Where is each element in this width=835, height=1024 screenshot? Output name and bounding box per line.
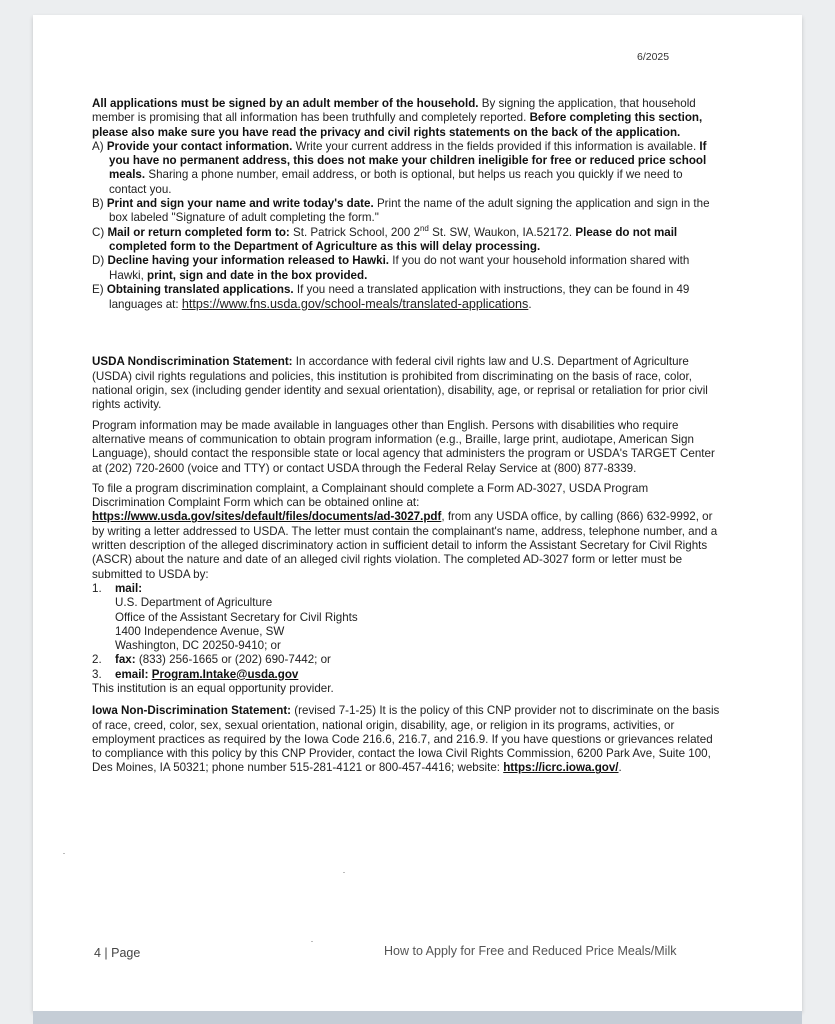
step-bold-text: If you have no permanent address, this does not make your children ineligible for free or reduced price school meals. (109, 139, 707, 182)
method-label: email: (115, 667, 149, 681)
step-a (92, 140, 720, 197)
step-heading: Decline having your information released to Hawki. (107, 254, 390, 268)
page-content (92, 97, 720, 776)
step-heading: Mail or return completed form to: (107, 225, 290, 239)
document-page (33, 15, 802, 1011)
method-email (92, 668, 720, 682)
method-label: mail: (115, 581, 143, 595)
iowa-statement-heading: Iowa Non-Discrimination Statement: (92, 704, 292, 718)
ordinal-superscript: nd (419, 223, 429, 233)
step-heading: Provide your contact information. (106, 139, 293, 153)
step-text: St. SW, Waukon, IA.52172. (428, 225, 576, 239)
step-text: St. Patrick School, 200 2 (289, 225, 420, 239)
usda-text: To file a program discrimination complaint, a Complainant should complete a Form AD-3027, USDA Program Discrimination Complaint Form which can be obtained online at: (92, 481, 649, 510)
step-d (92, 254, 720, 283)
footer-title: How to Apply for Free and Reduced Price Meals/Milk (384, 944, 677, 958)
scan-speck (343, 872, 345, 873)
step-text: If you need a translated application with instructions, they can be found in 49 languages at: (109, 282, 690, 312)
address-line: Office of the Assistant Secretary for Civil Rights (115, 610, 358, 624)
complaint-methods (92, 582, 720, 682)
section-spacer (92, 312, 720, 355)
address-line: 1400 Independence Avenue, SW (115, 624, 285, 638)
usda-text: In accordance with federal civil rights law and U.S. Department of Agriculture (USDA) civil rights regulations and policies, this institution is prohibited from discriminating on the basis of race, color, national origin, sex (including gender identity and sexual orientation), disability, age, or reprisal or retaliation for prior civil rights activity. (92, 355, 708, 412)
step-marker: C) (92, 225, 105, 239)
step-bold-text: Please do not mail completed form to the Department of Agriculture as this will delay processing. (109, 225, 678, 253)
step-heading: Obtaining translated applications. (106, 282, 294, 296)
method-label: fax: (115, 653, 136, 667)
scan-speck (63, 853, 65, 854)
ad-3027-link[interactable]: https://www.usda.gov/sites/default/files/documents/ad-3027.pdf (92, 510, 442, 524)
usda-email-link[interactable]: Program.Intake@usda.gov (151, 667, 299, 681)
step-e (92, 283, 720, 313)
step-marker: A) (92, 139, 104, 153)
list-marker: 1. (92, 581, 102, 595)
iowa-statement (92, 704, 720, 775)
iowa-text: (revised 7-1-25) It is the policy of this CNP provider not to discriminate on the basis of race, creed, color, sex, sexual orientation, national origin, disability, age, or religion in its programs, activities, or employment practices as required by the Iowa Code 216.6, 216.7, and 216.9. If you have questions or grievances related to compliance with this policy by this CNP Provider, contact the Iowa Civil Rights Commission, 6200 Park Ave, Suite 100, Des Moines, IA 50321; phone number 515-281-4121 or 800-457-4416; website: (92, 704, 720, 775)
method-mail (92, 582, 720, 653)
step-marker: E) (92, 282, 104, 296)
instruction-steps (92, 140, 720, 313)
icrc-website-link[interactable]: https://icrc.iowa.gov/ (503, 761, 619, 775)
address-line: U.S. Department of Agriculture (115, 596, 273, 610)
intro-bold-2: Before completing this section, please also make sure you have read the privacy and civil rights statements on the back of the application. (92, 111, 703, 139)
step-marker: D) (92, 254, 105, 268)
step-text: If you do not want your household information shared with Hawki, (109, 254, 690, 282)
fax-numbers: (833) 256-1665 or (202) 690-7442; or (135, 653, 331, 667)
list-marker: 2. (92, 653, 102, 667)
step-text: . (528, 298, 532, 312)
usda-statement-p3 (92, 482, 720, 582)
list-marker: 3. (92, 667, 102, 681)
step-heading: Print and sign your name and write today's date. (106, 197, 374, 211)
equal-opportunity-statement: This institution is an equal opportunity provider. (92, 681, 334, 695)
step-marker: B) (92, 197, 104, 211)
usda-statement-p2: Program information may be made available in languages other than English. Persons with disabilities who require alternative means of communication to obtain program information (e.g., Braille, large print, audiotape, American Sign Language), should contact the responsible state or local agency that administers the program or USDA's TARGET Center at (202) 720-2600 (voice and TTY) or contact USDA through the Federal Relay Service at (800) 877-8339. (92, 418, 715, 475)
intro-text-1: By signing the application, that household member is promising that all information has been truthfully and completely reported. (92, 97, 696, 125)
signing-intro (92, 97, 720, 140)
translated-applications-link[interactable]: https://www.fns.usda.gov/school-meals/translated-applications (181, 297, 529, 312)
scan-speck (311, 941, 313, 942)
step-text: Write your current address in the fields provided if this information is available. (292, 139, 700, 153)
page-number: 4 | Page (94, 946, 141, 960)
document-date: 6/2025 (637, 51, 670, 63)
address-line: Washington, DC 20250-9410; or (115, 639, 281, 653)
step-b (92, 197, 720, 226)
viewer-bottom-edge (33, 1011, 802, 1024)
step-text: Print the name of the adult signing the application and sign in the box labeled "Signature of adult completing the form." (109, 197, 710, 225)
usda-statement-p1 (92, 355, 720, 412)
usda-text: , from any USDA office, by calling (866) 632-9992, or by writing a letter addressed to USDA. The letter must contain the complainant's name, address, telephone number, and a written description of the alleged discriminatory action in sufficient detail to inform the Assistant Secretary for Civil Rights (ASCR) about the nature and date of an alleged civil rights violation. The completed AD-3027 form or letter must be submitted to USDA by: (92, 510, 718, 581)
step-c (92, 223, 720, 255)
step-bold-text: print, sign and date in the box provided. (147, 268, 368, 282)
intro-bold-1: All applications must be signed by an adult member of the household. (92, 97, 479, 110)
usda-statement-heading: USDA Nondiscrimination Statement: (92, 355, 293, 369)
step-text: Sharing a phone number, email address, or both is optional, but helps us reach you quickly if we need to contact you. (109, 168, 683, 196)
iowa-text: . (618, 761, 622, 775)
method-fax (92, 653, 720, 667)
